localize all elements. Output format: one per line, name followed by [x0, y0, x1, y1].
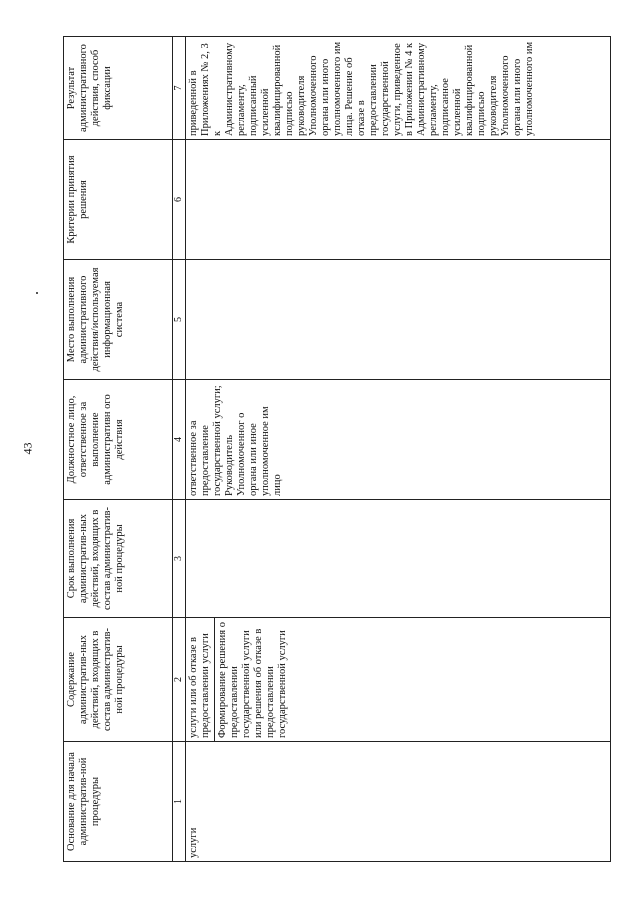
cell-basis: услуги [186, 742, 611, 862]
column-number-1: 1 [173, 742, 186, 862]
cell-result: приведенной в Приложениях № 2, 3 к Административному регламенту, подписанный усиленной квалифицированной подписью руководителя Уполномоченного органа или иного уполномоченного им лица. Решение об отказе в предоставлении государственной услуги, приведенное в Приложении № 4 к Административному регламенту, подписанное усиленной квалифицированной подписью руководителя Уполномоченного органа или иного уполномоченного им [186, 37, 611, 140]
cell-criteria [186, 140, 611, 260]
header-cell-2: Содержание административ-ных действий, входящих в состав административ-ной процедуры [64, 618, 173, 742]
column-number-2: 2 [173, 618, 186, 742]
column-number-6: 6 [173, 140, 186, 260]
table-row [186, 37, 611, 862]
cell-content-part-a: услуги или об отказе в предоставлении услуги [188, 633, 211, 738]
scan-dot [36, 292, 38, 294]
column-number-4: 4 [173, 380, 186, 500]
procedure-table-wrapper [63, 37, 611, 862]
header-cell-3: Срок выполнения административ-ных действий, входящих в состав административ-ной процедуры [64, 500, 173, 618]
procedure-table [63, 36, 611, 862]
cell-place [186, 260, 611, 380]
column-number-3: 3 [173, 500, 186, 618]
cell-content [186, 618, 611, 742]
column-number-7: 7 [173, 37, 186, 140]
header-row [64, 37, 173, 862]
column-number-row [173, 37, 186, 862]
header-cell-6: Критерии принятия решения [64, 140, 173, 260]
column-number-5: 5 [173, 260, 186, 380]
header-cell-7: Результат административного действия, способ фиксации [64, 37, 173, 140]
cell-content-part-b: Формирование решения о предоставлении государственной услуги или решения об отказе в предоставлении государственной услуги [214, 618, 289, 741]
page-number: 43 [20, 442, 35, 455]
cell-term [186, 500, 611, 618]
header-cell-5: Место выполнения административного действия/используемая информационная система [64, 260, 173, 380]
cell-official: ответственное за предоставление государственной услуги; Руководитель Уполномоченног о органа или иное уполномоченное им лицо [186, 380, 611, 500]
header-cell-4: Должностное лицо, ответственное за выполнение административн ого действия [64, 380, 173, 500]
header-cell-1: Основание для начала административ-ной процедуры [64, 742, 173, 862]
rotated-table [63, 37, 611, 862]
